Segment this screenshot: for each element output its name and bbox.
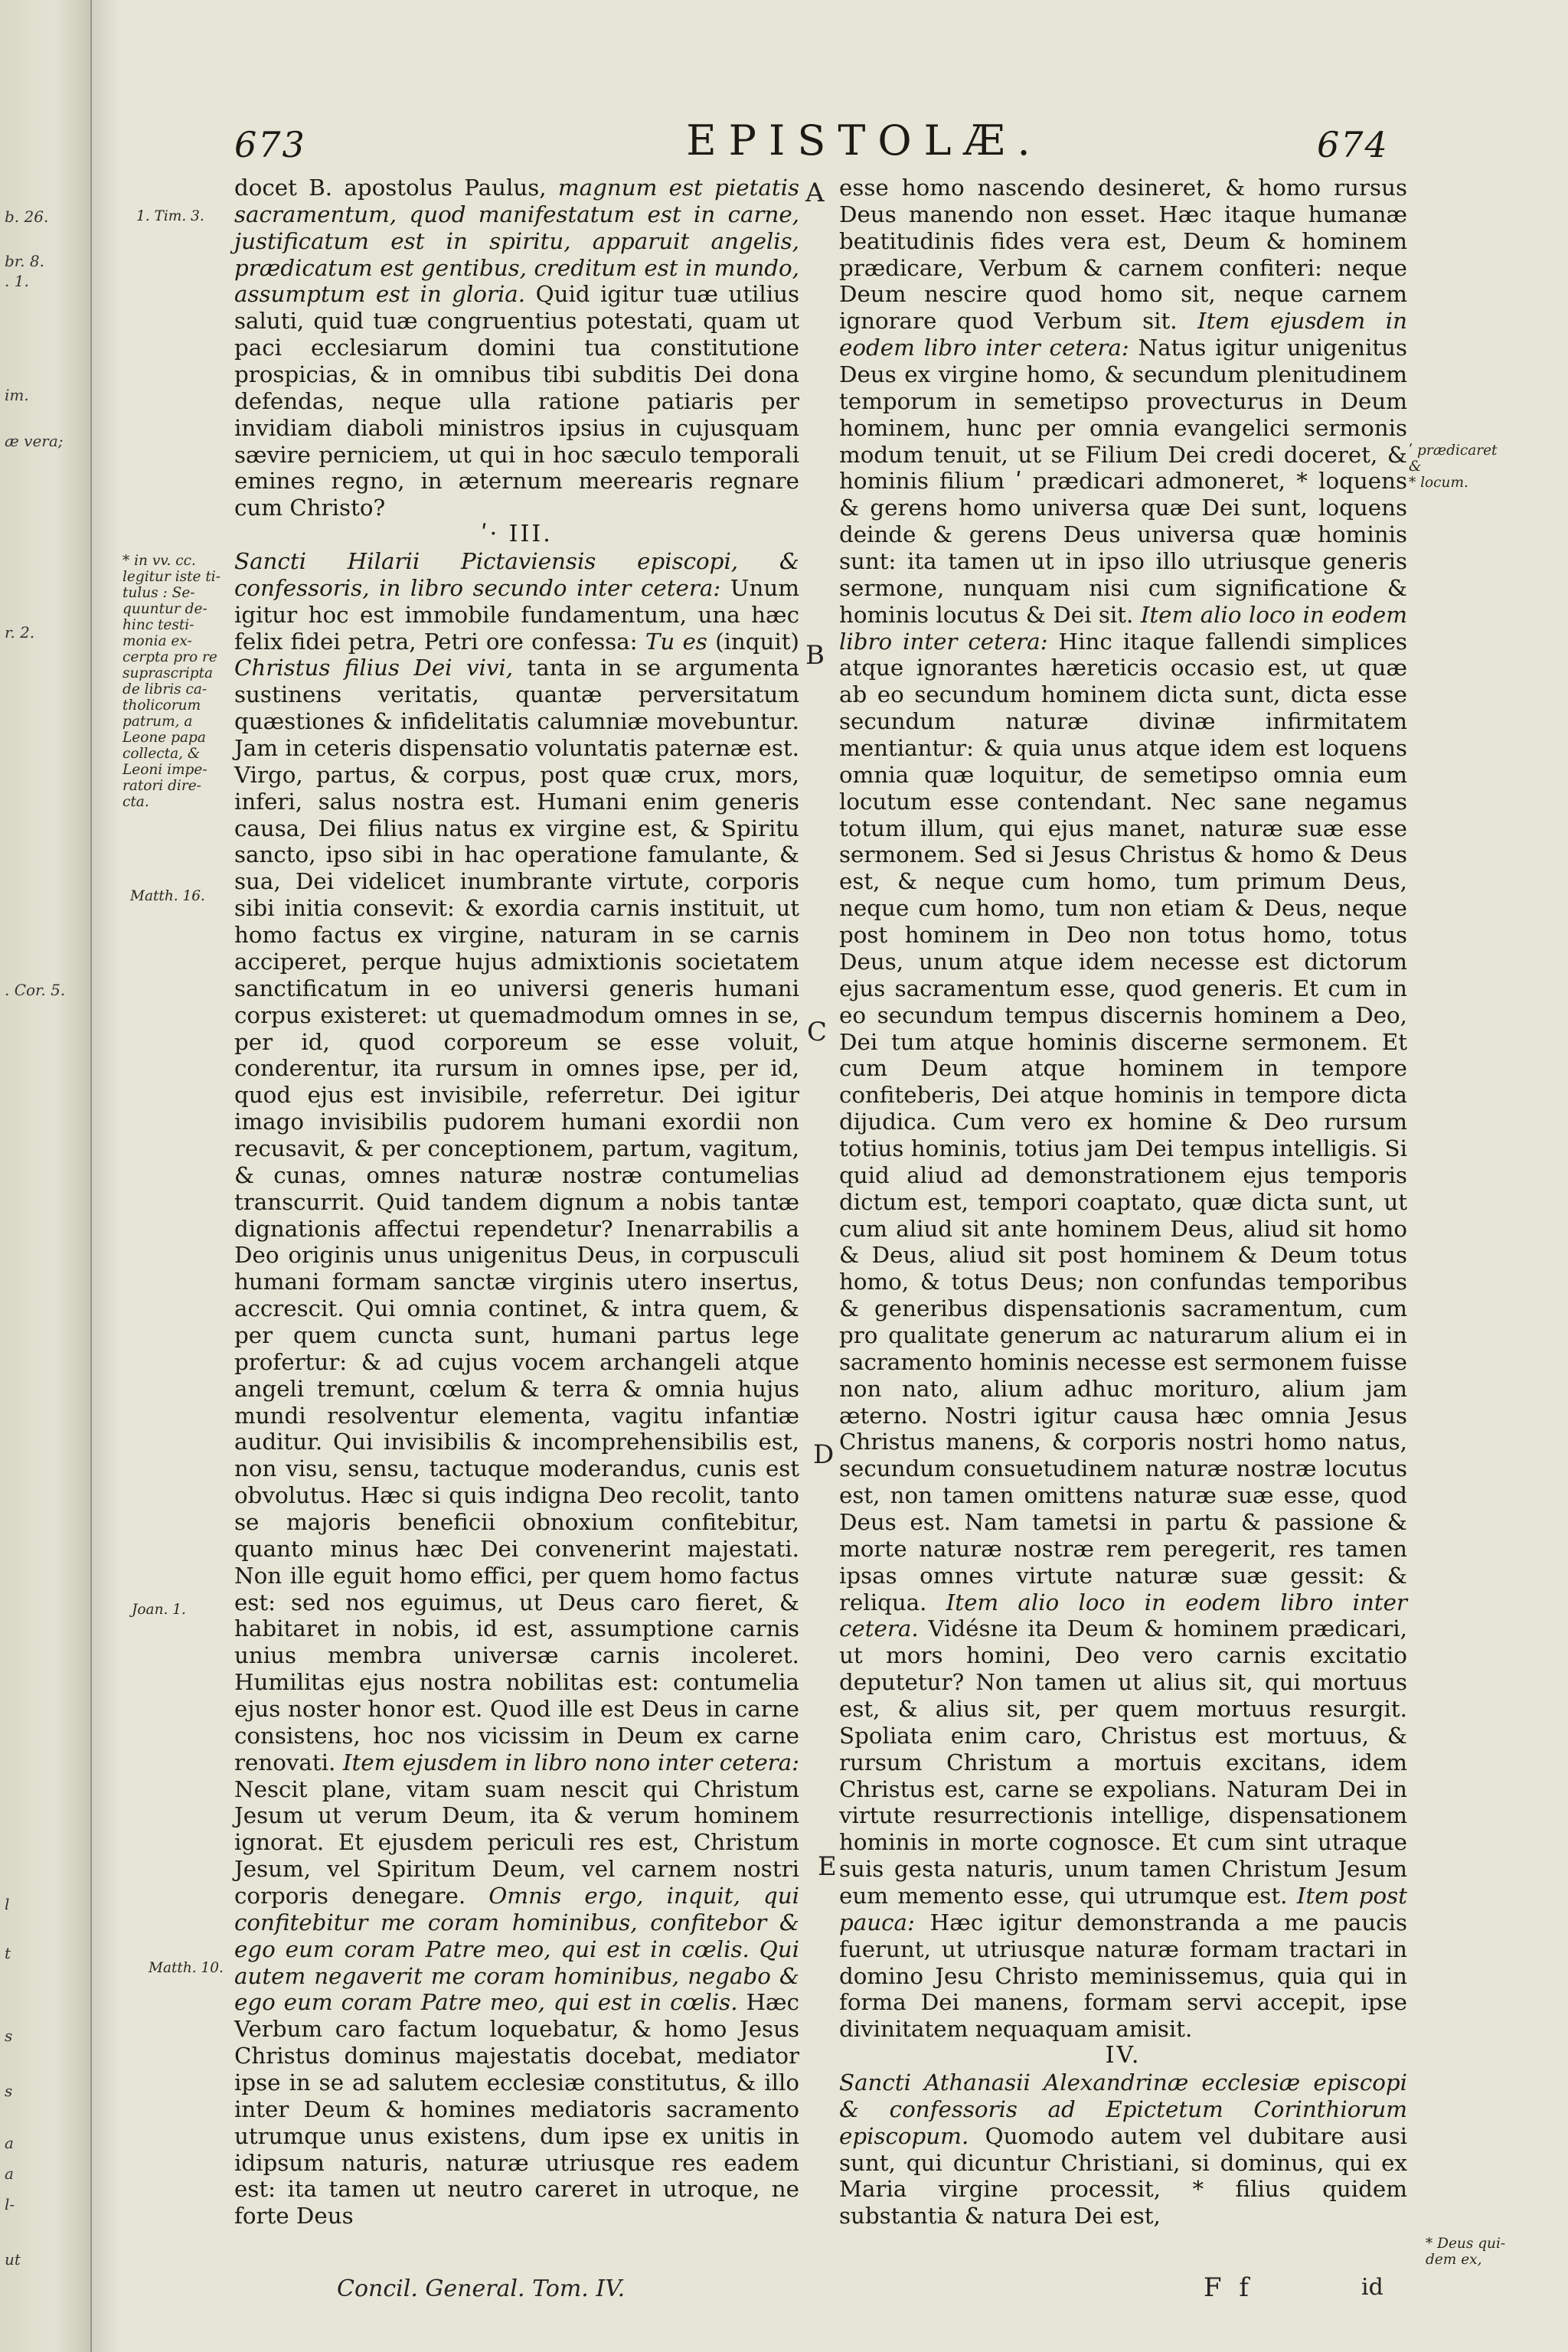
catchword: id	[1361, 2274, 1383, 2301]
prev-page-note: r. 2.	[5, 624, 35, 641]
paragraph-paul: docet B. apostolus Paulus, magnum est pietatis sacramentum, quod manifestatum est in carne, justificatum est in spiritu, apparuit angelis, prædicatum est gentibus, creditum est in mundo, assumptum est in gloria. Quid igitur tuæ utilius saluti, quid tuæ congruentius potestati, quam ut paci ecclesiarum domini tua constitutione prospicias, & in omnibus tibi subditis Dei dona defendas, neque ulla ratione patiaris per invidiam diaboli ministros ipsius in cujusquam sævire perniciem, ut qui in hoc sæculo temporali emines regno, in æternum meerearis regnare cum Christo?	[234, 175, 799, 521]
margin-citation-matth16: Matth. 16.	[130, 888, 205, 904]
section-letter-a: A	[805, 178, 825, 208]
prev-page-note: a	[5, 2135, 14, 2151]
page-number-right: 674	[1317, 124, 1389, 165]
margin-citation-matth10: Matth. 10.	[149, 1960, 224, 1976]
prev-page-note: ut	[5, 2251, 21, 2268]
prev-page-note: br. 8.	[5, 253, 44, 270]
left-page-edge	[0, 0, 92, 2352]
section-heading-iv: IV.	[1105, 2042, 1142, 2069]
margin-note-variant: ʹ prædicaret & * locum.	[1409, 443, 1498, 491]
footer-volume: Concil. General. Tom. IV.	[337, 2275, 626, 2302]
prev-page-note: im.	[5, 387, 29, 403]
section-letter-c: C	[807, 1017, 828, 1047]
text-column-left	[234, 175, 799, 2230]
page-number-left: 673	[234, 124, 306, 165]
prev-page-note: l	[5, 1896, 10, 1913]
section-letter-d: D	[813, 1439, 835, 1470]
margin-citation-tim: 1. Tim. 3.	[136, 208, 204, 224]
prev-page-note: a	[5, 2165, 14, 2182]
prev-page-note: l-	[5, 2196, 15, 2213]
margin-note-manuscripts: * in vv. cc. legitur iste ti- tulus : Se- quuntur de- hinc testi- monia ex- cerpta pro re suprascripta de libris ca- tholicorum patrum, a Leone papa collecta, & Leoni impe- ratori dire- cta.	[122, 553, 220, 810]
margin-citation-joan: Joan. 1.	[132, 1602, 186, 1618]
prev-page-note: b. 26.	[5, 208, 49, 225]
prev-page-note: t	[5, 1945, 11, 1962]
prev-page-note: s	[5, 2082, 13, 2099]
paragraph-hilarius-cont: esse homo nascendo desineret, & homo rursus Deus manendo non esset. Hæc itaque humanæ beatitudinis fides vera est, Deum & hominem prædicare, Verbum & carnem confiteri: neque Deum nescire quod homo sit, neque carnem ignorare quod Verbum sit. Item ejusdem in eodem libro inter cetera: Natus igitur unigenitus Deus ex virgine homo, & secundum plenitudinem temporum in semetipso provecturus in Deum hominem, hunc per omnia evangelici sermonis modum tenuit, ut se Filium Dei credi doceret, & hominis filium ʹ prædicari admoneret, * loquens & gerens homo universa quæ Dei sunt, loquens deinde & gerens Deus universa quæ hominis sunt: ita tamen ut in ipso illo utriusque generis sermone, nunquam nisi cum significatione & hominis locutus & Dei sit. Item alio loco in eodem libro inter cetera: Hinc itaque fallendi simplices atque ignorantes hæreticis occasio est, ut quæ ab eo secundum hominem dicta sunt, dicta esse secundum naturæ divinæ infirmitatem mentiantur: & quia unus atque idem est loquens omnia quæ loquitur, de semetipso omnia eum locutum esse contendant. Nec sane negamus totum illum, qui ejus manet, naturæ suæ esse sermonem. Sed si Jesus Christus & homo & Deus est, & neque cum homo, tum primum Deus, neque cum homo, tum non etiam & Deus, neque post hominem in Deo non totus homo, totus Deus, unum atque idem necesse est dictorum ejus sacramentum esse, quod generis. Et cum in eo secundum tempus discernis hominem a Deo, Dei tum atque hominis discerne sermonem. Et cum Deum atque hominem in tempore confiteberis, Dei atque hominis in tempore dicta dijudica. Cum vero ex homine & Deo rursum totius hominis, totius jam Dei tempus intelligis. Si quid aliud ad demonstrationem ejus temporis dictum est, tempori coaptato, quæ dicta sunt, ut cum aliud sit ante hominem Deus, aliud sit homo & Deus, aliud sit post hominem & Deum totus homo, & totus Deus; non confundas temporibus & generibus dispensationis sacramentum, cum pro qualitate generum ac naturarum alium ei in sacramento hominis necesse est sermonem fuisse non nato, alium adhuc morituro, alium jam æterno. Nostri igitur causa hæc omnia Jesus Christus manens, & corporis nostri homo natus, secundum consuetudinem naturæ nostræ locutus est, non tamen omittens naturæ suæ esse, quod Deus est. Nam tametsi in partu & passione & morte naturæ nostræ rem peregerit, res tamen ipsas omnes virtute naturæ suæ gessit: & reliqua. Item alio loco in eodem libro inter cetera. Vidésne ita Deum & hominem prædicari, ut mors homini, Deo vero carnis excitatio deputetur? Non tamen ut alius sit, qui mortuus est, & alius sit, per quem mortuus resurgit. Spoliata enim caro, Christus est mortuus, & rursum Christum a mortuis excitans, idem Christus est, carne se expolians. Naturam Dei in virtute resurrectionis intellige, dispensationem hominis in morte cognosce. Et cum sint utraque suis gesta naturis, unum tamen Christum Jesum eum memento esse, qui utrumque est. Item post pauca: Hæc igitur demonstranda a me paucis fuerunt, ut utriusque naturæ formam tractari in domino Jesu Christo meminissemus, quia qui in forma Dei manens, formam servi accepit, ipse divinitatem nequaquam amisit.	[839, 175, 1407, 2043]
margin-note-deus: * Deus qui- dem ex,	[1426, 2236, 1506, 2268]
section-letter-b: B	[805, 640, 825, 671]
signature-mark: F f	[1204, 2272, 1253, 2303]
section-letter-e: E	[818, 1851, 837, 1882]
prev-page-note: s	[5, 2027, 13, 2044]
prev-page-note: æ vera;	[5, 433, 64, 449]
binding-shadow	[90, 0, 121, 2352]
paragraph-hilarius: Sancti Hilarii Pictaviensis episcopi, & confessoris, in libro secundo inter cetera: Unum igitur hoc est immobile fundamentum, una hæc felix fidei petra, Petri ore confessa: Tu es (inquit) Christus filius Dei vivi, tanta in se argumenta sustinens veritatis, quantæ perversitatum quæstiones & infidelitatis calumniæ movebuntur. Jam in ceteris dispensatio voluntatis paternæ est. Virgo, partus, & corpus, post quæ crux, mors, inferi, salus nostra est. Humani enim generis causa, Dei filius natus ex virgine est, & Spiritu sancto, ipso sibi in hac operatione famulante, & sua, Dei videlicet inumbrante virtute, corporis sibi initia consevit: & exordia carnis instituit, ut homo factus ex virgine, naturam in se carnis acciperet, perque hujus admixtionis societatem sanctificatum in eo universi generis humani corpus existeret: ut quemadmodum omnes in se, per id, quod corporeum se esse voluit, conderentur, ita rursum in omnes ipse, per id, quod ejus est invisibile, referretur. Dei igitur imago invisibilis pudorem humani exordii non recusavit, & per conceptionem, partum, vagitum, & cunas, omnes naturæ nostræ contumelias transcurrit. Quid tandem dignum a nobis tantæ dignationis affectui rependetur? Inenarrabilis a Deo originis unus unigenitus Deus, in corpusculi humani formam sanctæ virginis utero insertus, accrescit. Qui omnia continet, & intra quem, & per quem cuncta sunt, humani partus lege profertur: & ad cujus vocem archangeli atque angeli tremunt, cœlum & terra & omnia hujus mundi resolventur elementa, vagitu infantiæ auditur. Qui invisibilis & incomprehensibilis est, non visu, sensu, tactuque moderandus, cunis est obvolutus. Hæc si quis indigna Deo recolit, tanto se majoris beneficii obnoxium confitebitur, quanto minus hæc Dei convenerint majestati. Non ille eguit homo effici, per quem homo factus est: sed nos eguimus, ut Deus caro fieret, & habitaret in nobis, id est, assumptione carnis unius membra universæ carnis incoleret. Humilitas ejus nostra nobilitas est: contumelia ejus noster honor est. Quod ille est Deus in carne consistens, hoc nos vicissim in Deum ex carne renovati. Item ejusdem in libro nono inter cetera: Nescit plane, vitam suam nescit qui Christum Jesum ut verum Deum, ita & verum hominem ignorat. Et ejusdem periculi res est, Christum Jesum, vel Spiritum Deum, vel carnem nostri corporis denegare. Omnis ergo, inquit, qui confitebitur me coram hominibus, confitebor & ego eum coram Patre meo, qui est in cœlis. Qui autem negaverit me coram hominibus, negabo & ego eum coram Patre meo, qui est in cœlis. Hæc Verbum caro factum loquebatur, & homo Jesus Christus dominus majestatis docebat, mediator ipse in se ad salutem ecclesiæ constitutus, & illo inter Deum & homines mediatoris sacramento utrumque unus existens, dum ipse ex unitis in idipsum naturis, naturæ utriusque res eadem est: ita tamen ut neutro careret in utroque, ne forte Deus	[234, 548, 799, 2230]
text-column-right	[839, 175, 1407, 2230]
prev-page-note: . Cor. 5.	[5, 982, 66, 998]
running-title: EPISTOLÆ.	[686, 116, 1043, 165]
paragraph-athanasius: Sancti Athanasii Alexandrinæ ecclesiæ episcopi & confessoris ad Epictetum Corinthiorum episcopum. Quomodo autem vel dubitare ausi sunt, qui dicuntur Christiani, si dominus, qui ex Maria virgine processit, * filius quidem substantia & natura Dei est,	[839, 2069, 1407, 2230]
section-heading-iii: ʹ· III.	[481, 521, 553, 548]
prev-page-note: . 1.	[5, 273, 29, 289]
